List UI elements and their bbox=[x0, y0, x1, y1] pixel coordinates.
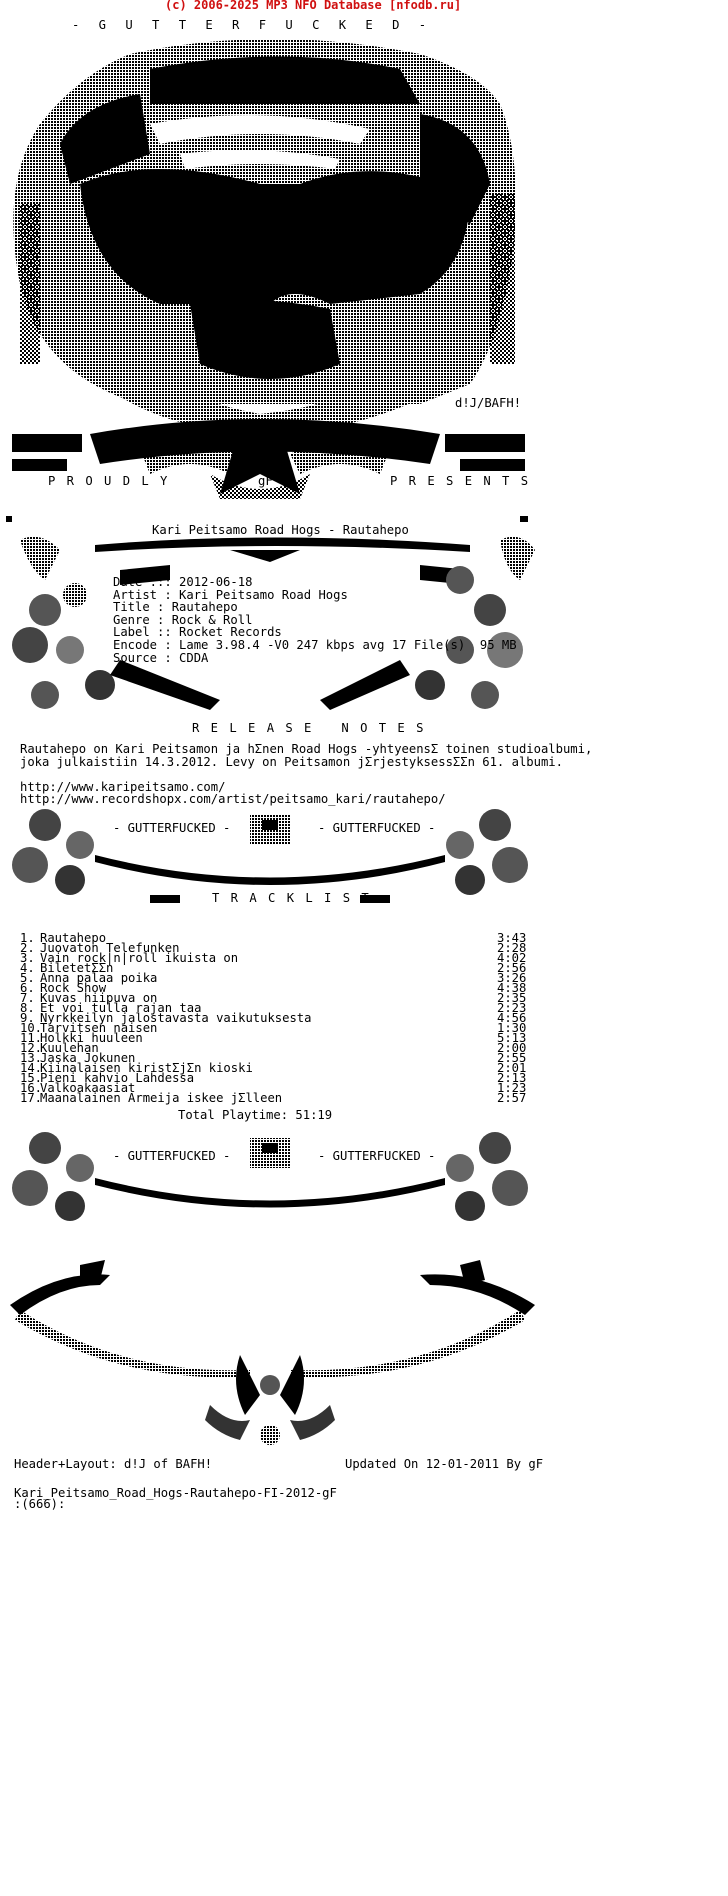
track-title: Rautahepo bbox=[40, 931, 107, 945]
info-encode: Encode : Lame 3.98.4 -V0 247 kbps avg 17 File(s) 95 MB bbox=[113, 637, 517, 652]
track-number: 5. bbox=[20, 971, 35, 985]
track-time: 2:28 bbox=[497, 941, 527, 955]
footer-ornament-art bbox=[0, 1255, 560, 1455]
notes-link-recordshop[interactable]: http://www.recordshopx.com/artist/peitsamo_kari/rautahepo/ bbox=[20, 792, 446, 807]
track-number: 2. bbox=[20, 941, 35, 955]
info-artist: Artist : Kari Peitsamo Road Hogs bbox=[113, 587, 348, 602]
notes-link-homepage[interactable]: http://www.karipeitsamo.com/ bbox=[20, 779, 226, 794]
track-time: 2:56 bbox=[497, 961, 527, 975]
track-number: 15. bbox=[20, 1071, 43, 1085]
divider-label-left: - GUTTERFUCKED - bbox=[113, 821, 231, 835]
track-title: Anna palaa poika bbox=[40, 971, 158, 985]
group-name-spaced: - G U T T E R F U C K E D - bbox=[72, 18, 433, 32]
divider-art-bottom bbox=[0, 1128, 560, 1233]
track-number: 17. bbox=[20, 1091, 43, 1105]
tracklist-heading: T R A C K L I S T bbox=[212, 891, 371, 905]
track-time: 2:13 bbox=[497, 1071, 527, 1085]
release-notes-body bbox=[20, 743, 592, 806]
track-title: Kuvas hiipuva on bbox=[40, 991, 158, 1005]
track-title: Jaska Jokunen bbox=[40, 1051, 136, 1065]
track-number: 3. bbox=[20, 951, 35, 965]
track-time: 1:30 bbox=[497, 1021, 527, 1035]
track-title: BiletetΣΣn bbox=[40, 961, 114, 975]
track-number: 11. bbox=[20, 1031, 43, 1045]
track-number: 9. bbox=[20, 1011, 35, 1025]
track-time: 2:00 bbox=[497, 1041, 527, 1055]
header-ascii-art bbox=[0, 34, 560, 504]
track-number: 1. bbox=[20, 931, 35, 945]
presents-left: P R O U D L Y bbox=[48, 474, 170, 488]
divider-label-right: - GUTTERFUCKED - bbox=[318, 821, 436, 835]
info-date: Date ::: 2012-06-18 bbox=[113, 575, 253, 589]
divider-label-left-2: - GUTTERFUCKED - bbox=[113, 1149, 231, 1163]
info-label: Label :: Rocket Records bbox=[113, 625, 282, 640]
track-number: 7. bbox=[20, 991, 35, 1005]
track-number: 4. bbox=[20, 961, 35, 975]
track-time: 2:35 bbox=[497, 991, 527, 1005]
info-title: Title : Rautahepo bbox=[113, 600, 238, 615]
track-title: Maanalainen Armeija iskee jΣlleen bbox=[40, 1091, 283, 1105]
release-name: Kari_Peitsamo_Road_Hogs-Rautahepo-FI-2012-gF bbox=[14, 1486, 337, 1500]
track-time: 4:38 bbox=[497, 981, 527, 995]
track-title: Kiinalaisen kiristΣjΣn kioski bbox=[40, 1061, 253, 1075]
presents-group-tag: gF bbox=[258, 474, 273, 488]
track-number: 16. bbox=[20, 1081, 43, 1095]
track-time: 2:01 bbox=[497, 1061, 527, 1075]
track-title: Pieni kahvio Lahdessa bbox=[40, 1071, 195, 1085]
track-number: 8. bbox=[20, 1001, 35, 1015]
track-title: Rock Show bbox=[40, 981, 107, 995]
track-title: Tarvitsen naisen bbox=[40, 1021, 158, 1035]
track-time: 4:02 bbox=[497, 951, 527, 965]
track-number: 10. bbox=[20, 1021, 43, 1035]
track-title: Nyrkkeilyn jalostavasta vaikutuksesta bbox=[40, 1011, 312, 1025]
track-title: Juovaton Telefunken bbox=[40, 941, 180, 955]
presents-right: P R E S E N T S bbox=[390, 474, 531, 488]
track-title: Vain rock|n|roll ikuista on bbox=[40, 951, 239, 965]
track-number: 12. bbox=[20, 1041, 43, 1055]
notes-line bbox=[20, 768, 592, 781]
track-time: 2:57 bbox=[497, 1091, 527, 1105]
track-row bbox=[20, 1091, 530, 1105]
track-number: 6. bbox=[20, 981, 35, 995]
track-time: 4:56 bbox=[497, 1011, 527, 1025]
notes-line: Rautahepo on Kari Peitsamon ja hΣnen Road Hogs -yhtyeensΣ toinen studioalbumi, bbox=[20, 742, 593, 756]
credit-layout: Header+Layout: d!J of BAFH! bbox=[14, 1457, 213, 1471]
footer-tag: :(666): bbox=[14, 1497, 66, 1511]
credit-updated: Updated On 12-01-2011 By gF bbox=[345, 1457, 544, 1471]
track-title: Holkki huuleen bbox=[40, 1031, 143, 1045]
info-genre: Genre : Rock & Roll bbox=[113, 612, 253, 627]
track-time: 2:23 bbox=[497, 1001, 527, 1015]
artist-signature: d!J/BAFH! bbox=[455, 396, 522, 410]
track-time: 1:23 bbox=[497, 1081, 527, 1095]
divider-label-right-2: - GUTTERFUCKED - bbox=[318, 1149, 436, 1163]
release-notes-heading: R E L E A S E N O T E S bbox=[192, 721, 426, 735]
notes-line: joka julkaistiin 14.3.2012. Levy on Peitsamon jΣrjestyksessΣΣn 61. albumi. bbox=[20, 754, 563, 769]
release-info-list bbox=[113, 576, 517, 664]
track-time: 3:26 bbox=[497, 971, 527, 985]
track-title: Kuulehan bbox=[40, 1041, 99, 1055]
track-number: 13. bbox=[20, 1051, 43, 1065]
track-title: Et voi tulla rajan taa bbox=[40, 1001, 202, 1015]
release-headline: Kari Peitsamo Road Hogs - Rautahepo bbox=[152, 523, 409, 537]
tracklist bbox=[20, 931, 530, 1105]
total-playtime: Total Playtime: 51:19 bbox=[178, 1108, 333, 1122]
copyright-line: (c) 2006-2025 MP3 NFO Database [nfodb.ru] bbox=[165, 0, 462, 12]
info-source: Source : CDDA bbox=[113, 650, 209, 665]
track-number: 14. bbox=[20, 1061, 43, 1075]
track-time: 2:55 bbox=[497, 1051, 527, 1065]
track-time: 3:43 bbox=[497, 931, 527, 945]
track-time: 5:13 bbox=[497, 1031, 527, 1045]
track-title: Valkoakaasiat bbox=[40, 1081, 136, 1095]
